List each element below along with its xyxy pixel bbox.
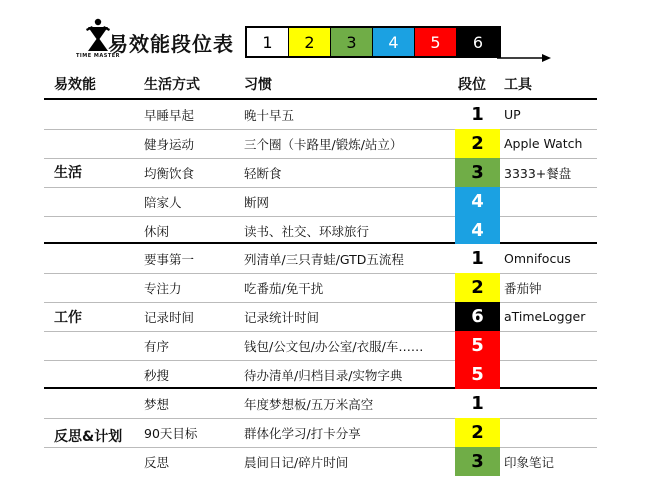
- level-badge: 1: [455, 244, 500, 273]
- table-row: [0, 216, 650, 245]
- table-row: [0, 389, 650, 418]
- category-label-reflection-plan: 反思&计划: [54, 429, 123, 445]
- level-badge: 1: [455, 389, 500, 418]
- level-badge: 3: [455, 158, 500, 187]
- category-label-work: 工作: [54, 310, 82, 326]
- method-cell: 要事第一: [144, 251, 195, 267]
- scale-level-5: 5: [415, 28, 457, 56]
- tool-cell: UP: [504, 107, 521, 122]
- tool-cell: 3333+餐盘: [504, 165, 572, 181]
- column-header-category: 易效能: [54, 77, 96, 93]
- habit-cell: 钱包/公文包/办公室/衣服/车……: [244, 338, 424, 354]
- scale-level-6: 6: [457, 28, 499, 56]
- column-header-habit: 习惯: [244, 77, 272, 93]
- habit-cell: 记录统计时间: [244, 309, 320, 325]
- table-row: [0, 129, 650, 158]
- scale-level-2: 2: [289, 28, 331, 56]
- table-row: [0, 331, 650, 360]
- table-row: [0, 447, 650, 476]
- habit-cell: 断网: [244, 194, 270, 210]
- level-badge: 2: [455, 418, 500, 447]
- level-color-scale: [245, 26, 501, 58]
- column-header-level: 段位: [458, 77, 486, 93]
- habit-cell: 吃番茄/免干扰: [244, 280, 324, 296]
- level-badge: 5: [455, 331, 500, 360]
- method-cell: 记录时间: [144, 309, 195, 325]
- tool-cell: 番茄钟: [504, 280, 542, 296]
- logo-text: TIME MASTER: [76, 53, 121, 59]
- tool-cell: Apple Watch: [504, 136, 583, 151]
- method-cell: 均衡饮食: [144, 165, 195, 181]
- habit-cell: 群体化学习/打卡分享: [244, 425, 361, 441]
- level-badge: 6: [455, 302, 500, 331]
- level-badge: 1: [455, 100, 500, 129]
- tool-cell: 印象笔记: [504, 454, 555, 470]
- column-header-tool: 工具: [504, 77, 532, 93]
- method-cell: 梦想: [144, 396, 170, 412]
- table-row: [0, 302, 650, 331]
- level-badge: 5: [455, 360, 500, 389]
- method-cell: 健身运动: [144, 136, 195, 152]
- habit-cell: 轻断食: [244, 165, 282, 181]
- method-cell: 反思: [144, 454, 170, 470]
- scale-level-4: 4: [373, 28, 415, 56]
- table-row: [0, 418, 650, 447]
- arrow-right-icon: [497, 53, 552, 63]
- method-cell: 秒搜: [144, 367, 170, 383]
- method-cell: 有序: [144, 338, 170, 354]
- level-badge: 4: [455, 187, 500, 216]
- scale-level-1: 1: [247, 28, 289, 56]
- category-label-life: 生活: [54, 165, 82, 181]
- level-badge: 3: [455, 447, 500, 476]
- level-badge: 2: [455, 273, 500, 302]
- habit-cell: 晨间日记/碎片时间: [244, 454, 349, 470]
- habit-cell: 晚十早五: [244, 107, 295, 123]
- table-row: [0, 100, 650, 129]
- habit-cell: 列清单/三只青蛙/GTD五流程: [244, 251, 404, 267]
- table-row: [0, 244, 650, 273]
- tool-cell: aTimeLogger: [504, 309, 586, 324]
- table-row: [0, 360, 650, 389]
- column-header-method: 生活方式: [144, 77, 200, 93]
- scale-level-3: 3: [331, 28, 373, 56]
- table-row: [0, 187, 650, 216]
- page-title: 易效能段位表: [108, 32, 234, 56]
- table-row: [0, 158, 650, 187]
- method-cell: 专注力: [144, 280, 182, 296]
- method-cell: 90天目标: [144, 425, 198, 441]
- tool-cell: Omnifocus: [504, 251, 571, 266]
- level-badge: 4: [455, 216, 500, 245]
- habit-cell: 年度梦想板/五万米高空: [244, 396, 374, 412]
- method-cell: 早睡早起: [144, 107, 195, 123]
- method-cell: 休闲: [144, 223, 170, 239]
- level-badge: 2: [455, 129, 500, 158]
- table-row: [0, 273, 650, 302]
- habit-cell: 读书、社交、环球旅行: [244, 223, 370, 239]
- method-cell: 陪家人: [144, 194, 182, 210]
- habit-cell: 待办清单/归档目录/实物字典: [244, 367, 403, 383]
- habit-cell: 三个圈（卡路里/锻炼/站立）: [244, 136, 403, 152]
